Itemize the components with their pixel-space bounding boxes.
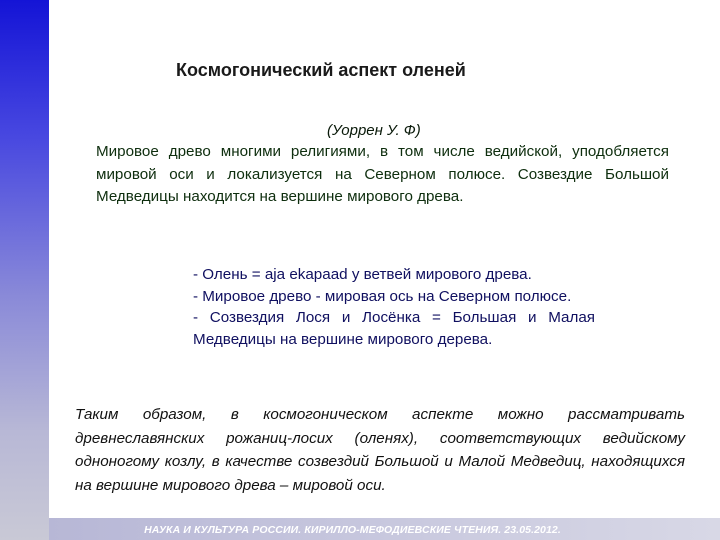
list-item: - Созвездия Лося и Лосёнка = Большая и Малая Медведицы на вершине мирового дерева. <box>193 309 595 349</box>
bullet-list <box>193 264 595 351</box>
list-item: - Олень = aja ekapaad у ветвей мирового древа. <box>193 266 532 283</box>
slide-title: Космогонический аспект оленей <box>176 60 466 80</box>
intro-paragraph: Мировое древо многими религиями, в том числе ведийской, уподобляется мировой оси и локализуется на Северном полюсе. Созвездие Большой Медведицы находится на вершине мирового древа. <box>96 143 669 205</box>
list-item: - Мировое древо - мировая ось на Северном полюсе. <box>193 287 572 305</box>
left-decorative-bar <box>0 0 49 540</box>
footer-bar <box>49 518 720 540</box>
footer-text: НАУКА И КУЛЬТУРА РОССИИ. КИРИЛЛО-МЕФОДИЕВСКИЕ ЧТЕНИЯ. 23.05.2012. <box>144 524 561 536</box>
conclusion-paragraph: Таким образом, в космогоническом аспекте можно рассматривать древнеславянских рожаниц-лосих (оленях), соответствующих ведийскому одноногому козлу, в качестве созвездий Большой и Малой Медведиц, находящихся на вершине мирового древа – мировой оси. <box>75 406 685 494</box>
author-citation: (Уоррен У. Ф) <box>327 122 421 139</box>
